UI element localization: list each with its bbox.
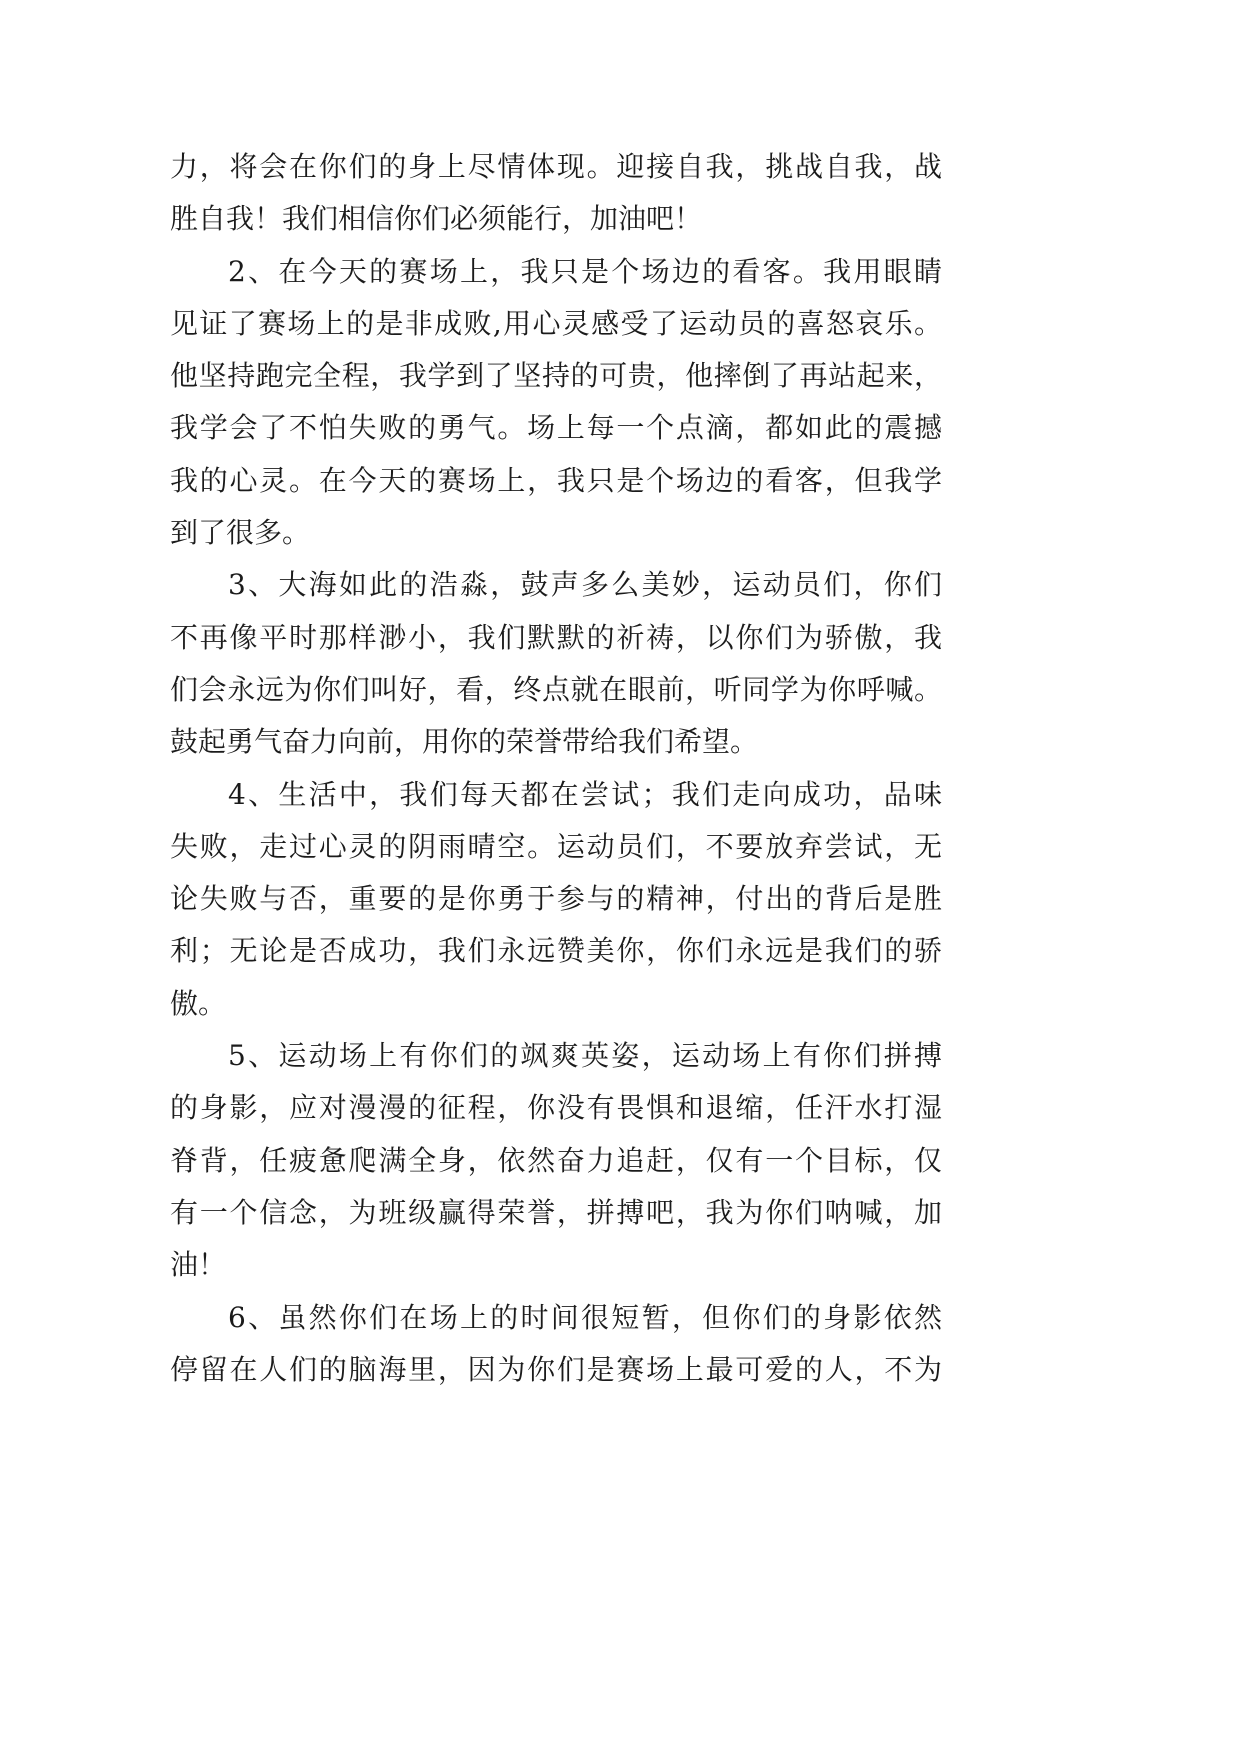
paragraph-4-first-line: 4、生活中，我们每天都在尝试；我们走向成功，品味 — [228, 777, 942, 811]
text-line: 们会永远为你们叫好，看，终点就在眼前，听同学为你呼喊。 — [170, 672, 942, 706]
text-line: 论失败与否，重要的是你勇于参与的精神，付出的背后是胜 — [170, 882, 942, 916]
paragraph-2-first-line: 2、在今天的赛场上，我只是个场边的看客。我用眼睛 — [228, 254, 942, 288]
text-line: 不再像平时那样渺小，我们默默的祈祷，以你们为骄傲，我 — [170, 620, 942, 654]
text-line: 有一个信念，为班级赢得荣誉，拼搏吧，我为你们呐喊，加 — [170, 1195, 942, 1229]
text-line: 的身影，应对漫漫的征程，你没有畏惧和退缩，任汗水打湿 — [170, 1091, 942, 1125]
text-line: 到了很多。 — [170, 516, 311, 550]
text-line: 油！ — [170, 1248, 227, 1282]
text-line: 见证了赛场上的是非成败,用心灵感受了运动员的喜怒哀乐。 — [170, 306, 942, 340]
text-line: 他坚持跑完全程，我学到了坚持的可贵，他摔倒了再站起来， — [170, 359, 942, 393]
text-line: 我学会了不怕失败的勇气。场上每一个点滴，都如此的震撼 — [170, 411, 942, 445]
text-line: 胜自我！我们相信你们必须能行，加油吧！ — [170, 202, 703, 236]
text-line: 脊背，任疲惫爬满全身，依然奋力追赶，仅有一个目标，仅 — [170, 1143, 942, 1177]
paragraph-5-first-line: 5、运动场上有你们的飒爽英姿，运动场上有你们拼搏 — [228, 1039, 942, 1073]
text-line: 力，将会在你们的身上尽情体现。迎接自我，挑战自我，战 — [170, 150, 942, 183]
text-line: 我的心灵。在今天的赛场上，我只是个场边的看客，但我学 — [170, 463, 942, 497]
text-line: 利；无论是否成功，我们永远赞美你，你们永远是我们的骄 — [170, 934, 942, 968]
paragraph-6-first-line: 6、虽然你们在场上的时间很短暂，但你们的身影依然 — [228, 1300, 942, 1334]
text-line: 鼓起勇气奋力向前，用你的荣誉带给我们希望。 — [170, 725, 759, 759]
paragraph-3-first-line: 3、大海如此的浩淼，鼓声多么美妙，运动员们，你们 — [228, 568, 942, 602]
text-line: 停留在人们的脑海里，因为你们是赛场上最可爱的人，不为 — [170, 1352, 942, 1386]
text-line: 傲。 — [170, 986, 227, 1020]
body-text — [170, 141, 942, 1396]
text-line: 失败，走过心灵的阴雨晴空。运动员们，不要放弃尝试，无 — [170, 829, 942, 863]
